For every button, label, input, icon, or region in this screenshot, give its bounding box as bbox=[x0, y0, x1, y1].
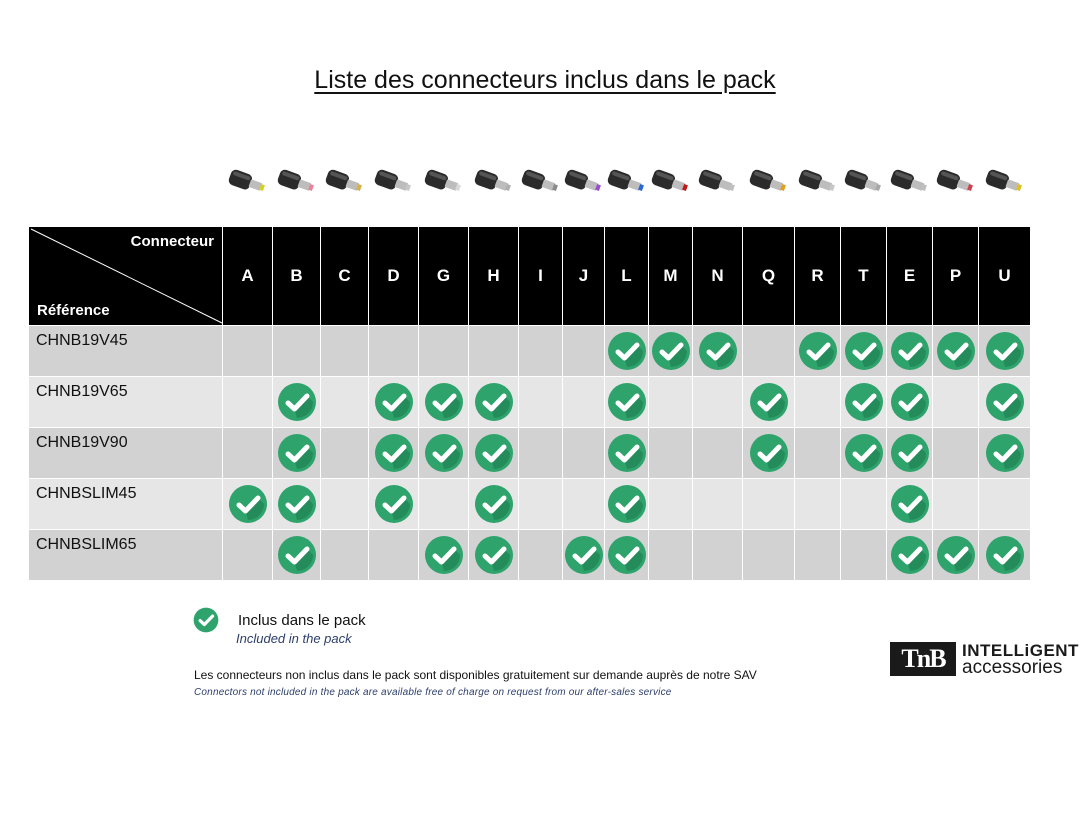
cell-l bbox=[605, 530, 649, 581]
cell-u bbox=[979, 479, 1031, 530]
check-icon bbox=[607, 433, 647, 473]
connector-plug-icon bbox=[604, 160, 648, 204]
check-icon bbox=[277, 382, 317, 422]
cell-r bbox=[795, 530, 841, 581]
cell-g bbox=[419, 326, 469, 377]
cell-g bbox=[419, 530, 469, 581]
check-icon bbox=[890, 382, 930, 422]
table-row bbox=[29, 530, 1031, 581]
cell-i bbox=[519, 326, 563, 377]
cell-t bbox=[841, 479, 887, 530]
check-icon bbox=[890, 433, 930, 473]
cell-l bbox=[605, 428, 649, 479]
check-icon bbox=[277, 433, 317, 473]
cell-n bbox=[693, 530, 743, 581]
cell-t bbox=[841, 428, 887, 479]
check-icon bbox=[193, 607, 219, 633]
connecteur-label: Connecteur bbox=[130, 233, 214, 250]
column-header-g: G bbox=[419, 227, 469, 326]
column-header-t: T bbox=[841, 227, 887, 326]
cell-m bbox=[649, 326, 693, 377]
cell-m bbox=[649, 428, 693, 479]
table-row bbox=[29, 326, 1031, 377]
cell-d bbox=[369, 428, 419, 479]
connector-plug-icon bbox=[274, 160, 318, 204]
connector-plug-icon bbox=[518, 160, 562, 204]
connector-plug-icon bbox=[471, 160, 515, 204]
cell-i bbox=[519, 530, 563, 581]
cell-d bbox=[369, 530, 419, 581]
corner-header-cell bbox=[29, 227, 223, 326]
check-icon bbox=[749, 382, 789, 422]
check-icon bbox=[890, 484, 930, 524]
connector-plug-icon bbox=[982, 160, 1026, 204]
check-icon bbox=[564, 535, 604, 575]
cell-j bbox=[563, 479, 605, 530]
column-header-i: I bbox=[519, 227, 563, 326]
cell-q bbox=[743, 326, 795, 377]
cell-c bbox=[321, 377, 369, 428]
cell-a bbox=[223, 428, 273, 479]
check-icon bbox=[607, 331, 647, 371]
cell-g bbox=[419, 377, 469, 428]
cell-c bbox=[321, 428, 369, 479]
cell-n bbox=[693, 377, 743, 428]
column-header-h: H bbox=[469, 227, 519, 326]
logo-mark: TnB bbox=[890, 642, 956, 676]
cell-h bbox=[469, 479, 519, 530]
check-icon bbox=[798, 331, 838, 371]
connector-plug-icon bbox=[648, 160, 692, 204]
cell-c bbox=[321, 530, 369, 581]
connector-plug-icon bbox=[795, 160, 839, 204]
cell-b bbox=[273, 326, 321, 377]
check-icon bbox=[890, 535, 930, 575]
cell-a bbox=[223, 479, 273, 530]
cell-g bbox=[419, 428, 469, 479]
cell-t bbox=[841, 530, 887, 581]
check-icon bbox=[277, 535, 317, 575]
cell-p bbox=[933, 479, 979, 530]
connector-plug-icon bbox=[887, 160, 931, 204]
check-icon bbox=[228, 484, 268, 524]
cell-l bbox=[605, 326, 649, 377]
column-header-q: Q bbox=[743, 227, 795, 326]
cell-n bbox=[693, 428, 743, 479]
cell-a bbox=[223, 530, 273, 581]
cell-r bbox=[795, 377, 841, 428]
cell-b bbox=[273, 377, 321, 428]
connector-plug-icon bbox=[746, 160, 790, 204]
cell-t bbox=[841, 377, 887, 428]
check-icon bbox=[474, 433, 514, 473]
cell-l bbox=[605, 479, 649, 530]
cell-d bbox=[369, 479, 419, 530]
check-icon bbox=[985, 331, 1025, 371]
cell-e bbox=[887, 479, 933, 530]
cell-i bbox=[519, 428, 563, 479]
cell-q bbox=[743, 377, 795, 428]
cell-b bbox=[273, 479, 321, 530]
reference-cell: CHNB19V65 bbox=[29, 377, 223, 428]
reference-cell: CHNB19V90 bbox=[29, 428, 223, 479]
cell-e bbox=[887, 377, 933, 428]
cell-h bbox=[469, 326, 519, 377]
check-icon bbox=[374, 484, 414, 524]
cell-q bbox=[743, 428, 795, 479]
connector-images bbox=[0, 160, 1090, 210]
check-icon bbox=[985, 433, 1025, 473]
check-icon bbox=[277, 484, 317, 524]
column-header-a: A bbox=[223, 227, 273, 326]
check-icon bbox=[424, 382, 464, 422]
logo-line-1: INTELLiGENT bbox=[962, 641, 1079, 660]
connector-plug-icon bbox=[322, 160, 366, 204]
cell-e bbox=[887, 326, 933, 377]
cell-h bbox=[469, 428, 519, 479]
cell-h bbox=[469, 530, 519, 581]
table-row bbox=[29, 377, 1031, 428]
cell-t bbox=[841, 326, 887, 377]
cell-n bbox=[693, 326, 743, 377]
connector-plug-icon bbox=[933, 160, 977, 204]
check-icon bbox=[936, 331, 976, 371]
cell-g bbox=[419, 479, 469, 530]
check-icon bbox=[749, 433, 789, 473]
cell-p bbox=[933, 530, 979, 581]
check-icon bbox=[844, 331, 884, 371]
check-icon bbox=[844, 382, 884, 422]
cell-u bbox=[979, 326, 1031, 377]
column-header-u: U bbox=[979, 227, 1031, 326]
check-icon bbox=[474, 484, 514, 524]
check-icon bbox=[651, 331, 691, 371]
cell-j bbox=[563, 530, 605, 581]
cell-d bbox=[369, 326, 419, 377]
page-title: Liste des connecteurs inclus dans le pack bbox=[314, 66, 776, 94]
cell-n bbox=[693, 479, 743, 530]
logo-line-2: accessories bbox=[962, 657, 1063, 678]
connector-plug-icon bbox=[841, 160, 885, 204]
cell-h bbox=[469, 377, 519, 428]
check-icon bbox=[890, 331, 930, 371]
cell-a bbox=[223, 377, 273, 428]
cell-r bbox=[795, 326, 841, 377]
cell-u bbox=[979, 377, 1031, 428]
reference-cell: CHNBSLIM45 bbox=[29, 479, 223, 530]
connector-plug-icon bbox=[561, 160, 605, 204]
cell-l bbox=[605, 377, 649, 428]
cell-m bbox=[649, 530, 693, 581]
cell-p bbox=[933, 377, 979, 428]
connector-plug-icon bbox=[421, 160, 465, 204]
column-header-b: B bbox=[273, 227, 321, 326]
legend-label-en: Included in the pack bbox=[236, 631, 352, 646]
check-icon bbox=[985, 535, 1025, 575]
cell-r bbox=[795, 479, 841, 530]
check-icon bbox=[424, 433, 464, 473]
column-header-m: M bbox=[649, 227, 693, 326]
connector-plug-icon bbox=[695, 160, 739, 204]
check-icon bbox=[698, 331, 738, 371]
check-icon bbox=[607, 535, 647, 575]
reference-label: Référence bbox=[37, 302, 110, 319]
brand-logo bbox=[890, 640, 1079, 680]
column-header-r: R bbox=[795, 227, 841, 326]
column-header-n: N bbox=[693, 227, 743, 326]
check-icon bbox=[474, 535, 514, 575]
cell-p bbox=[933, 428, 979, 479]
cell-u bbox=[979, 530, 1031, 581]
cell-a bbox=[223, 326, 273, 377]
cell-j bbox=[563, 377, 605, 428]
check-icon bbox=[985, 382, 1025, 422]
check-icon bbox=[607, 382, 647, 422]
column-header-l: L bbox=[605, 227, 649, 326]
reference-cell: CHNBSLIM65 bbox=[29, 530, 223, 581]
cell-q bbox=[743, 530, 795, 581]
column-header-c: C bbox=[321, 227, 369, 326]
column-header-d: D bbox=[369, 227, 419, 326]
column-header-p: P bbox=[933, 227, 979, 326]
cell-c bbox=[321, 326, 369, 377]
check-icon bbox=[844, 433, 884, 473]
cell-m bbox=[649, 479, 693, 530]
check-icon bbox=[607, 484, 647, 524]
check-icon bbox=[424, 535, 464, 575]
availability-note-fr: Les connecteurs non inclus dans le pack sont disponibles gratuitement sur demande auprès de notre SAV bbox=[194, 668, 757, 682]
check-icon bbox=[374, 382, 414, 422]
table-row bbox=[29, 479, 1031, 530]
reference-cell: CHNB19V45 bbox=[29, 326, 223, 377]
connector-plug-icon bbox=[371, 160, 415, 204]
cell-j bbox=[563, 428, 605, 479]
cell-c bbox=[321, 479, 369, 530]
table-header-row bbox=[29, 227, 1031, 326]
cell-e bbox=[887, 530, 933, 581]
check-icon bbox=[474, 382, 514, 422]
cell-q bbox=[743, 479, 795, 530]
cell-i bbox=[519, 479, 563, 530]
check-icon bbox=[374, 433, 414, 473]
table-row bbox=[29, 428, 1031, 479]
cell-b bbox=[273, 428, 321, 479]
availability-note-en: Connectors not included in the pack are available free of charge on request from our after-sales service bbox=[194, 687, 672, 698]
cell-i bbox=[519, 377, 563, 428]
connector-plug-icon bbox=[225, 160, 269, 204]
connector-table bbox=[28, 226, 1031, 581]
cell-d bbox=[369, 377, 419, 428]
cell-e bbox=[887, 428, 933, 479]
cell-b bbox=[273, 530, 321, 581]
cell-j bbox=[563, 326, 605, 377]
cell-p bbox=[933, 326, 979, 377]
cell-u bbox=[979, 428, 1031, 479]
check-icon bbox=[936, 535, 976, 575]
column-header-e: E bbox=[887, 227, 933, 326]
column-header-j: J bbox=[563, 227, 605, 326]
cell-r bbox=[795, 428, 841, 479]
legend-label-fr: Inclus dans le pack bbox=[238, 612, 366, 629]
cell-m bbox=[649, 377, 693, 428]
